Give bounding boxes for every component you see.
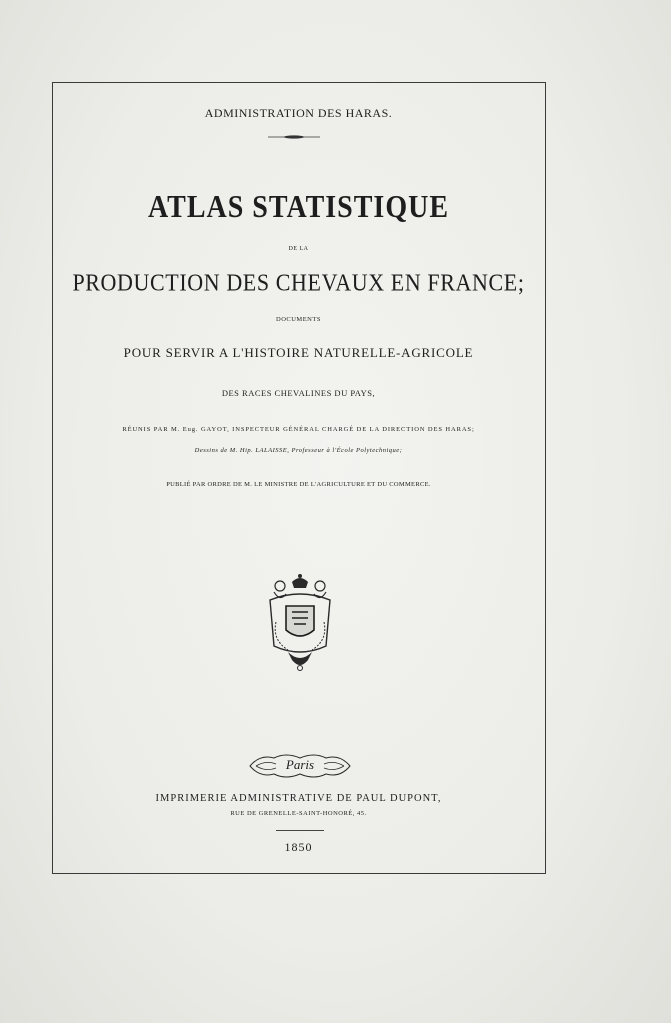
address-line: RUE DE GRENELLE-SAINT-HONORÉ, 45. <box>230 810 367 817</box>
city-label: Paris <box>285 757 315 772</box>
header-ornament-rule <box>268 135 320 139</box>
divider-rule <box>276 830 324 831</box>
documents-label: DOCUMENTS <box>276 316 321 323</box>
races-line: DES RACES CHEVALINES DU PAYS, <box>221 388 376 398</box>
title-connector: DE LA <box>288 246 309 252</box>
page-title: ATLAS STATISTIQUE <box>148 190 449 225</box>
publication-year: 1850 <box>284 840 313 854</box>
published-by-line: PUBLIÉ PAR ORDRE DE M. LE MINISTRE DE L'AGRICULTURE ET DU COMMERCE. <box>166 481 431 488</box>
purpose-line: POUR SERVIR A L'HISTOIRE NATURELLE-AGRICOLE <box>123 345 474 360</box>
imperial-coat-of-arms-icon <box>262 572 338 674</box>
compiled-by-line: RÉUNIS PAR M. Eug. GAYOT, INSPECTEUR GÉNÉRAL CHARGÉ DE LA DIRECTION DES HARAS; <box>122 426 475 433</box>
printer-line: IMPRIMERIE ADMINISTRATIVE DE PAUL DUPONT, <box>155 793 442 804</box>
header-administration: ADMINISTRATION DES HARAS. <box>204 106 393 120</box>
drawings-by-line: Dessins de M. Hip. LALAISSE, Professeur à l'École Polytechnique; <box>194 447 403 454</box>
page-subtitle: PRODUCTION DES CHEVAUX EN FRANCE; <box>72 268 525 297</box>
